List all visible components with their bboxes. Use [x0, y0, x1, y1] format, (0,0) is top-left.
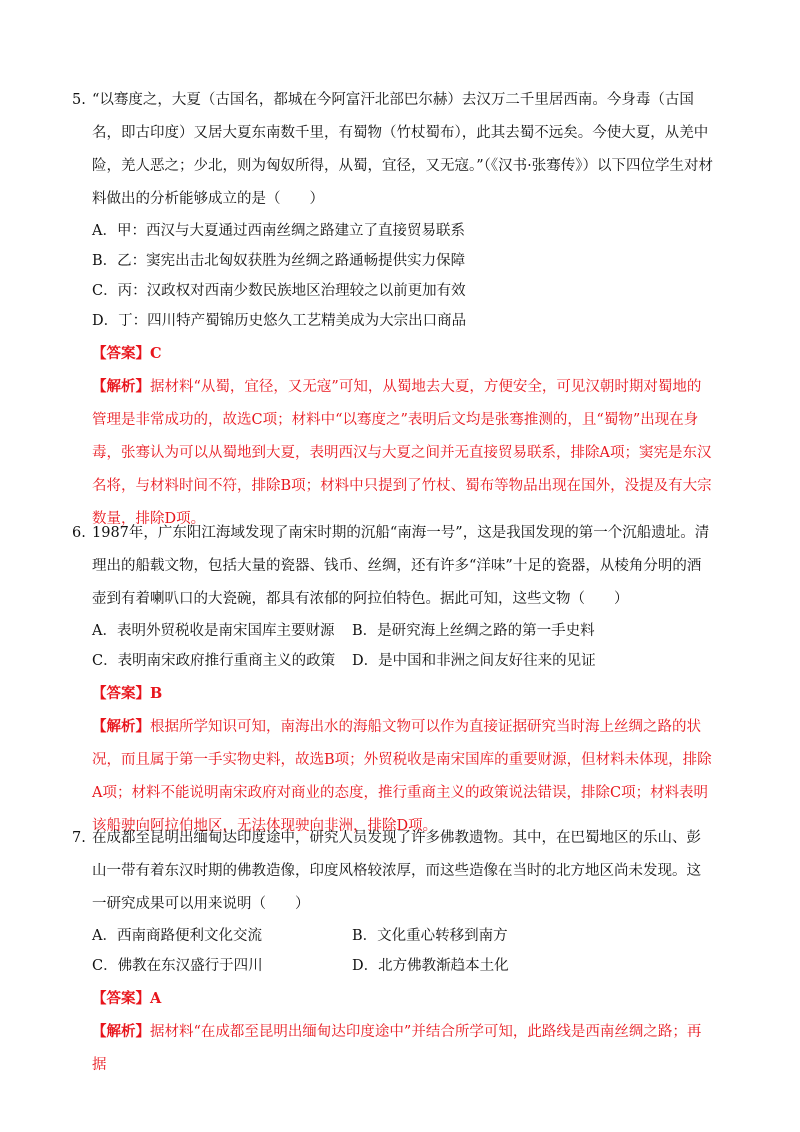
option-b: B．文化重心转移到南方	[352, 928, 508, 944]
answer-value: B	[150, 685, 163, 702]
analysis-text: 根据所学知识可知，南海出水的海船文物可以作为直接证据研究当时海上丝绸之路的状况，而且属于第一手实物史料，故选B项；外贸税收是南宋国库的重要财源，但材料未体现，排除A项；材料不能说明南宋政府对商业的态度，推行重商主义的政策说法错误，排除C项；材料表明该船驶向阿拉伯地区，无法体现驶向非洲，排除D项。	[92, 719, 712, 834]
answer-label: 【答案】	[92, 345, 150, 362]
answer-label: 【答案】	[92, 990, 150, 1007]
option-c: C．丙：汉政权对西南少数民族地区治理较之以前更加有效	[92, 283, 466, 299]
analysis-label: 【解析】	[92, 718, 150, 735]
question-stem: 1987年，广东阳江海域发现了南宋时期的沉船“南海一号”，这是我国发现的第一个沉船遗址。清理出的船载文物，包括大量的瓷器、钱币、丝绸，还有许多“洋味”十足的瓷器，从棱角分明的酒壶到有着喇叭口的大瓷碗，都具有浓郁的阿拉伯特色。据此可知，这些文物（ ）	[92, 525, 710, 607]
answer-value: C	[150, 345, 162, 362]
analysis	[92, 1015, 714, 1082]
answer-label: 【答案】	[92, 685, 150, 702]
option-row	[92, 921, 714, 951]
option-a: A．甲：西汉与大夏通过西南丝绸之路建立了直接贸易联系	[92, 223, 465, 239]
analysis	[92, 370, 714, 536]
answer-line	[92, 338, 714, 370]
option-c: C．佛教在东汉盛行于四川	[92, 958, 263, 974]
option-d: D．北方佛教渐趋本土化	[352, 958, 509, 974]
question-6	[72, 517, 714, 843]
option-d: D．是中国和非洲之间友好往来的见证	[352, 653, 596, 669]
analysis-label: 【解析】	[92, 378, 150, 395]
question-stem: “以骞度之，大夏（古国名，都城在今阿富汗北部巴尔赫）去汉万二千里居西南。今身毒（古国名，即古印度）又居大夏东南数千里，有蜀物（竹杖蜀布），此其去蜀不远矣。今使大夏，从羌中险，羌人恶之；少北，则为匈奴所得，从蜀，宜径，又无寇。”（《汉书·张骞传》）以下四位学生对材料做出的分析能够成立的是（ ）	[92, 92, 714, 207]
option-a: A．西南商路便利文化交流	[92, 928, 262, 944]
question-5	[72, 84, 714, 536]
answer-value: A	[150, 990, 162, 1007]
answer-line	[92, 678, 714, 710]
option-c: C．表明南宋政府推行重商主义的政策	[92, 653, 336, 669]
analysis-text: 据材料“从蜀，宜径，又无寇”可知，从蜀地去大夏，方便安全，可见汉朝时期对蜀地的管理是非常成功的，故选C项；材料中“以骞度之”表明后文均是张骞推测的，且“蜀物”出现在身毒，张骞认为可以从蜀地到大夏，表明西汉与大夏之间并无直接贸易联系，排除A项；窦宪是东汉名将，与材料时间不符，排除B项；材料中只提到了竹杖、蜀布等物品出现在国外，没提及有大宗数量，排除D项。	[92, 379, 712, 527]
question-number: 7.	[72, 830, 86, 846]
question-stem: 在成都至昆明出缅甸达印度途中，研究人员发现了许多佛教遗物。其中，在巴蜀地区的乐山、彭山一带有着东汉时期的佛教造像，印度风格较浓厚，而这些造像在当时的北方地区尚未发现。这一研究成果可以用来说明（ ）	[92, 830, 701, 912]
option-row	[92, 646, 714, 676]
question-number: 5.	[72, 92, 86, 108]
answer-line	[92, 983, 714, 1015]
analysis-label: 【解析】	[92, 1023, 150, 1040]
analysis-text: 据材料“在成都至昆明出缅甸达印度途中”并结合所学可知，此路线是西南丝绸之路；再据	[92, 1024, 702, 1073]
option-d: D．丁：四川特产蜀锦历史悠久工艺精美成为大宗出口商品	[92, 313, 467, 329]
option-row	[92, 951, 714, 981]
question-number: 6.	[72, 525, 86, 541]
option-b: B．是研究海上丝绸之路的第一手史料	[352, 623, 595, 639]
question-7	[72, 822, 714, 1082]
option-row	[92, 616, 714, 646]
option-b: B．乙：窦宪出击北匈奴获胜为丝绸之路通畅提供实力保障	[92, 253, 466, 269]
option-a: A．表明外贸税收是南宋国库主要财源	[92, 623, 335, 639]
